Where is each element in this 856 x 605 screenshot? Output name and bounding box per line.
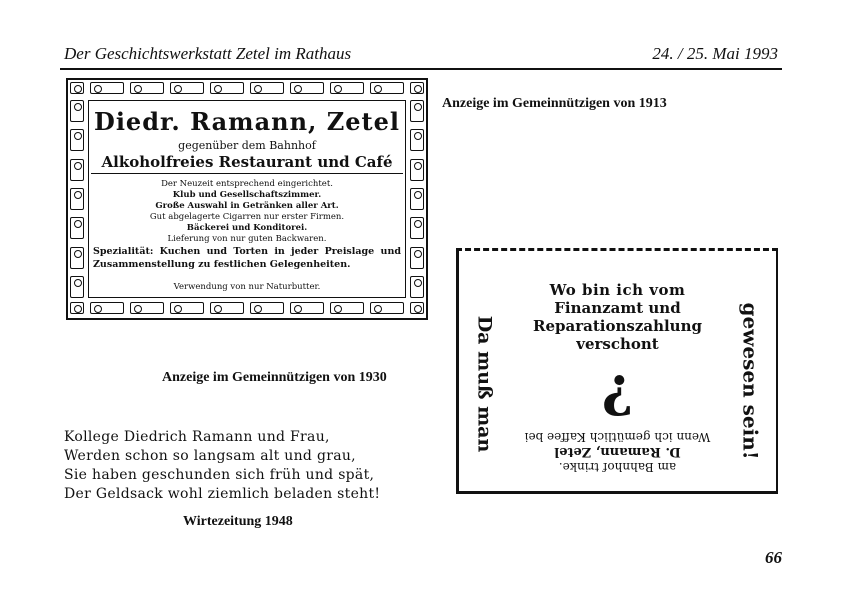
ad-1930-upside-line: am Bahnhof trinke.: [558, 460, 677, 474]
advertisement-subtitle: gegenüber dem Bahnhof: [178, 139, 316, 152]
advertisement-title: Diedr. Ramann, Zetel: [94, 107, 400, 136]
poem-1948: [64, 428, 380, 504]
caption-1948: Wirtezeitung 1948: [183, 514, 293, 529]
caption-1913: Anzeige im Gemeinnützigen von 1913: [442, 96, 667, 111]
ad-1930-upside-down-text: [519, 429, 716, 474]
poem-line: Der Geldsack wohl ziemlich beladen steht!: [64, 486, 381, 502]
advertisement-list-item: Lieferung von nur guten Backwaren.: [167, 234, 327, 244]
header-title: Der Geschichtswerkstatt Zetel im Rathaus: [64, 44, 352, 63]
header-date: 24. / 25. Mai 1993: [652, 44, 778, 63]
advertisement-1913-body: [88, 100, 406, 298]
ornament-border-top: [70, 82, 424, 96]
advertisement-list-item: Der Neuzeit entsprechend eingerichtet.: [161, 179, 333, 189]
advertisement-list-item: Bäckerei und Konditorei.: [186, 223, 308, 233]
ornament-border-right: [410, 100, 424, 298]
ad-1930-right-side: [736, 281, 766, 481]
poem-line: Sie haben geschunden sich früh und spät,: [64, 467, 375, 483]
ad-1930-line: Finanzamt und: [554, 299, 681, 317]
poem-line: Werden schon so langsam alt und grau,: [64, 448, 356, 464]
page-number: 66: [765, 548, 782, 567]
ad-1930-left-side: [469, 289, 499, 479]
ornament-border-left: [70, 100, 84, 298]
advertisement-divider: [91, 173, 403, 174]
advertisement-specialty: Spezialität: Kuchen und Torten in jeder Preislage und Zusammenstellung zu festlichen Gelegenheiten.: [93, 246, 401, 270]
question-mark: ?: [601, 363, 634, 427]
advertisement-list: [89, 179, 405, 245]
caption-1930: Anzeige im Gemeinnützigen von 1930: [162, 370, 387, 385]
header-rule: [60, 68, 782, 70]
advertisement-1930: [456, 248, 778, 494]
advertisement-list-item: Gut abgelagerte Cigarren nur erster Firmen.: [149, 212, 345, 222]
ad-1930-upside-line: Wenn ich gemütlich Kaffee bei: [524, 430, 711, 444]
advertisement-tagline: Alkoholfreies Restaurant und Café: [101, 153, 393, 171]
ad-1930-right-text: gewesen sein!: [739, 302, 764, 460]
ad-1930-line: Wo bin ich vom: [549, 281, 686, 299]
advertisement-1913: [66, 78, 428, 320]
ad-1930-left-text: Da muß man: [473, 315, 496, 453]
ad-1930-line: Reparationszahlung: [533, 317, 702, 335]
ad-1930-line: verschont: [576, 335, 659, 353]
advertisement-list-item: Klub und Gesellschaftszimmer.: [172, 190, 322, 200]
ad-1930-upside-line: D. Ramann, Zetel: [554, 444, 681, 459]
poem-line: Kollege Diedrich Ramann und Frau,: [64, 429, 330, 445]
advertisement-footer: Verwendung von nur Naturbutter.: [173, 282, 321, 292]
advertisement-list-item: Große Auswahl in Getränken aller Art.: [155, 201, 339, 211]
ornament-border-bottom: [70, 302, 424, 316]
